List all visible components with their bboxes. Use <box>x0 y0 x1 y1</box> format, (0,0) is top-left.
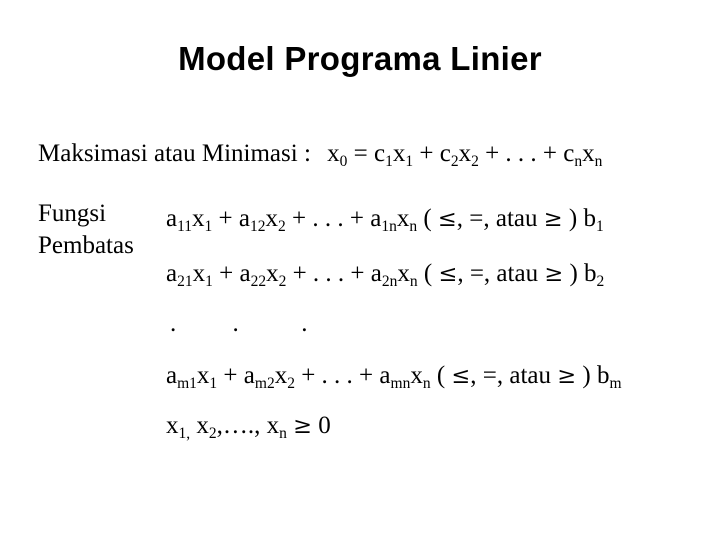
equals-sign: = <box>353 140 374 167</box>
ellipsis: + . . . + <box>485 140 564 167</box>
objective-lhs: $x_0$ <box>327 140 348 170</box>
constraints-label-line2: Pembatas <box>38 232 134 259</box>
plus-sign: + <box>419 140 440 167</box>
constraint-row: $a_{m1}x_1 + a_{m2}x_2$ + . . . + $a_{mn}x_n$ ( ≤, =, atau ≥ ) $b_m$ <box>166 362 622 392</box>
objective-term-n: $c_nx_n$ <box>563 140 603 170</box>
continuation-dots: . . . <box>170 310 308 337</box>
constraints-label-line1: Fungsi <box>38 200 107 227</box>
nonnegativity-line: $x_{1,}$ $x_2,\dots$., $x_n \ge 0$ <box>166 412 331 442</box>
constraint-row: $a_{11}x_1 + a_{12}x_2$ + . . . + $a_{1n}x_n$ ( ≤, =, atau ≥ ) $b_1$ <box>166 205 604 235</box>
constraint-row: $a_{21}x_1 + a_{22}x_2$ + . . . + $a_{2n}x_n$ ( ≤, =, atau ≥ ) $b_2$ <box>166 260 605 290</box>
page-title: Model Programa Linier <box>178 40 542 77</box>
objective-line <box>38 140 602 168</box>
objective-label: Maksimasi atau Minimasi : <box>38 140 311 167</box>
objective-term-2: $c_2x_2$ <box>439 140 479 170</box>
objective-term-1: $c_1x_1$ <box>374 140 414 170</box>
